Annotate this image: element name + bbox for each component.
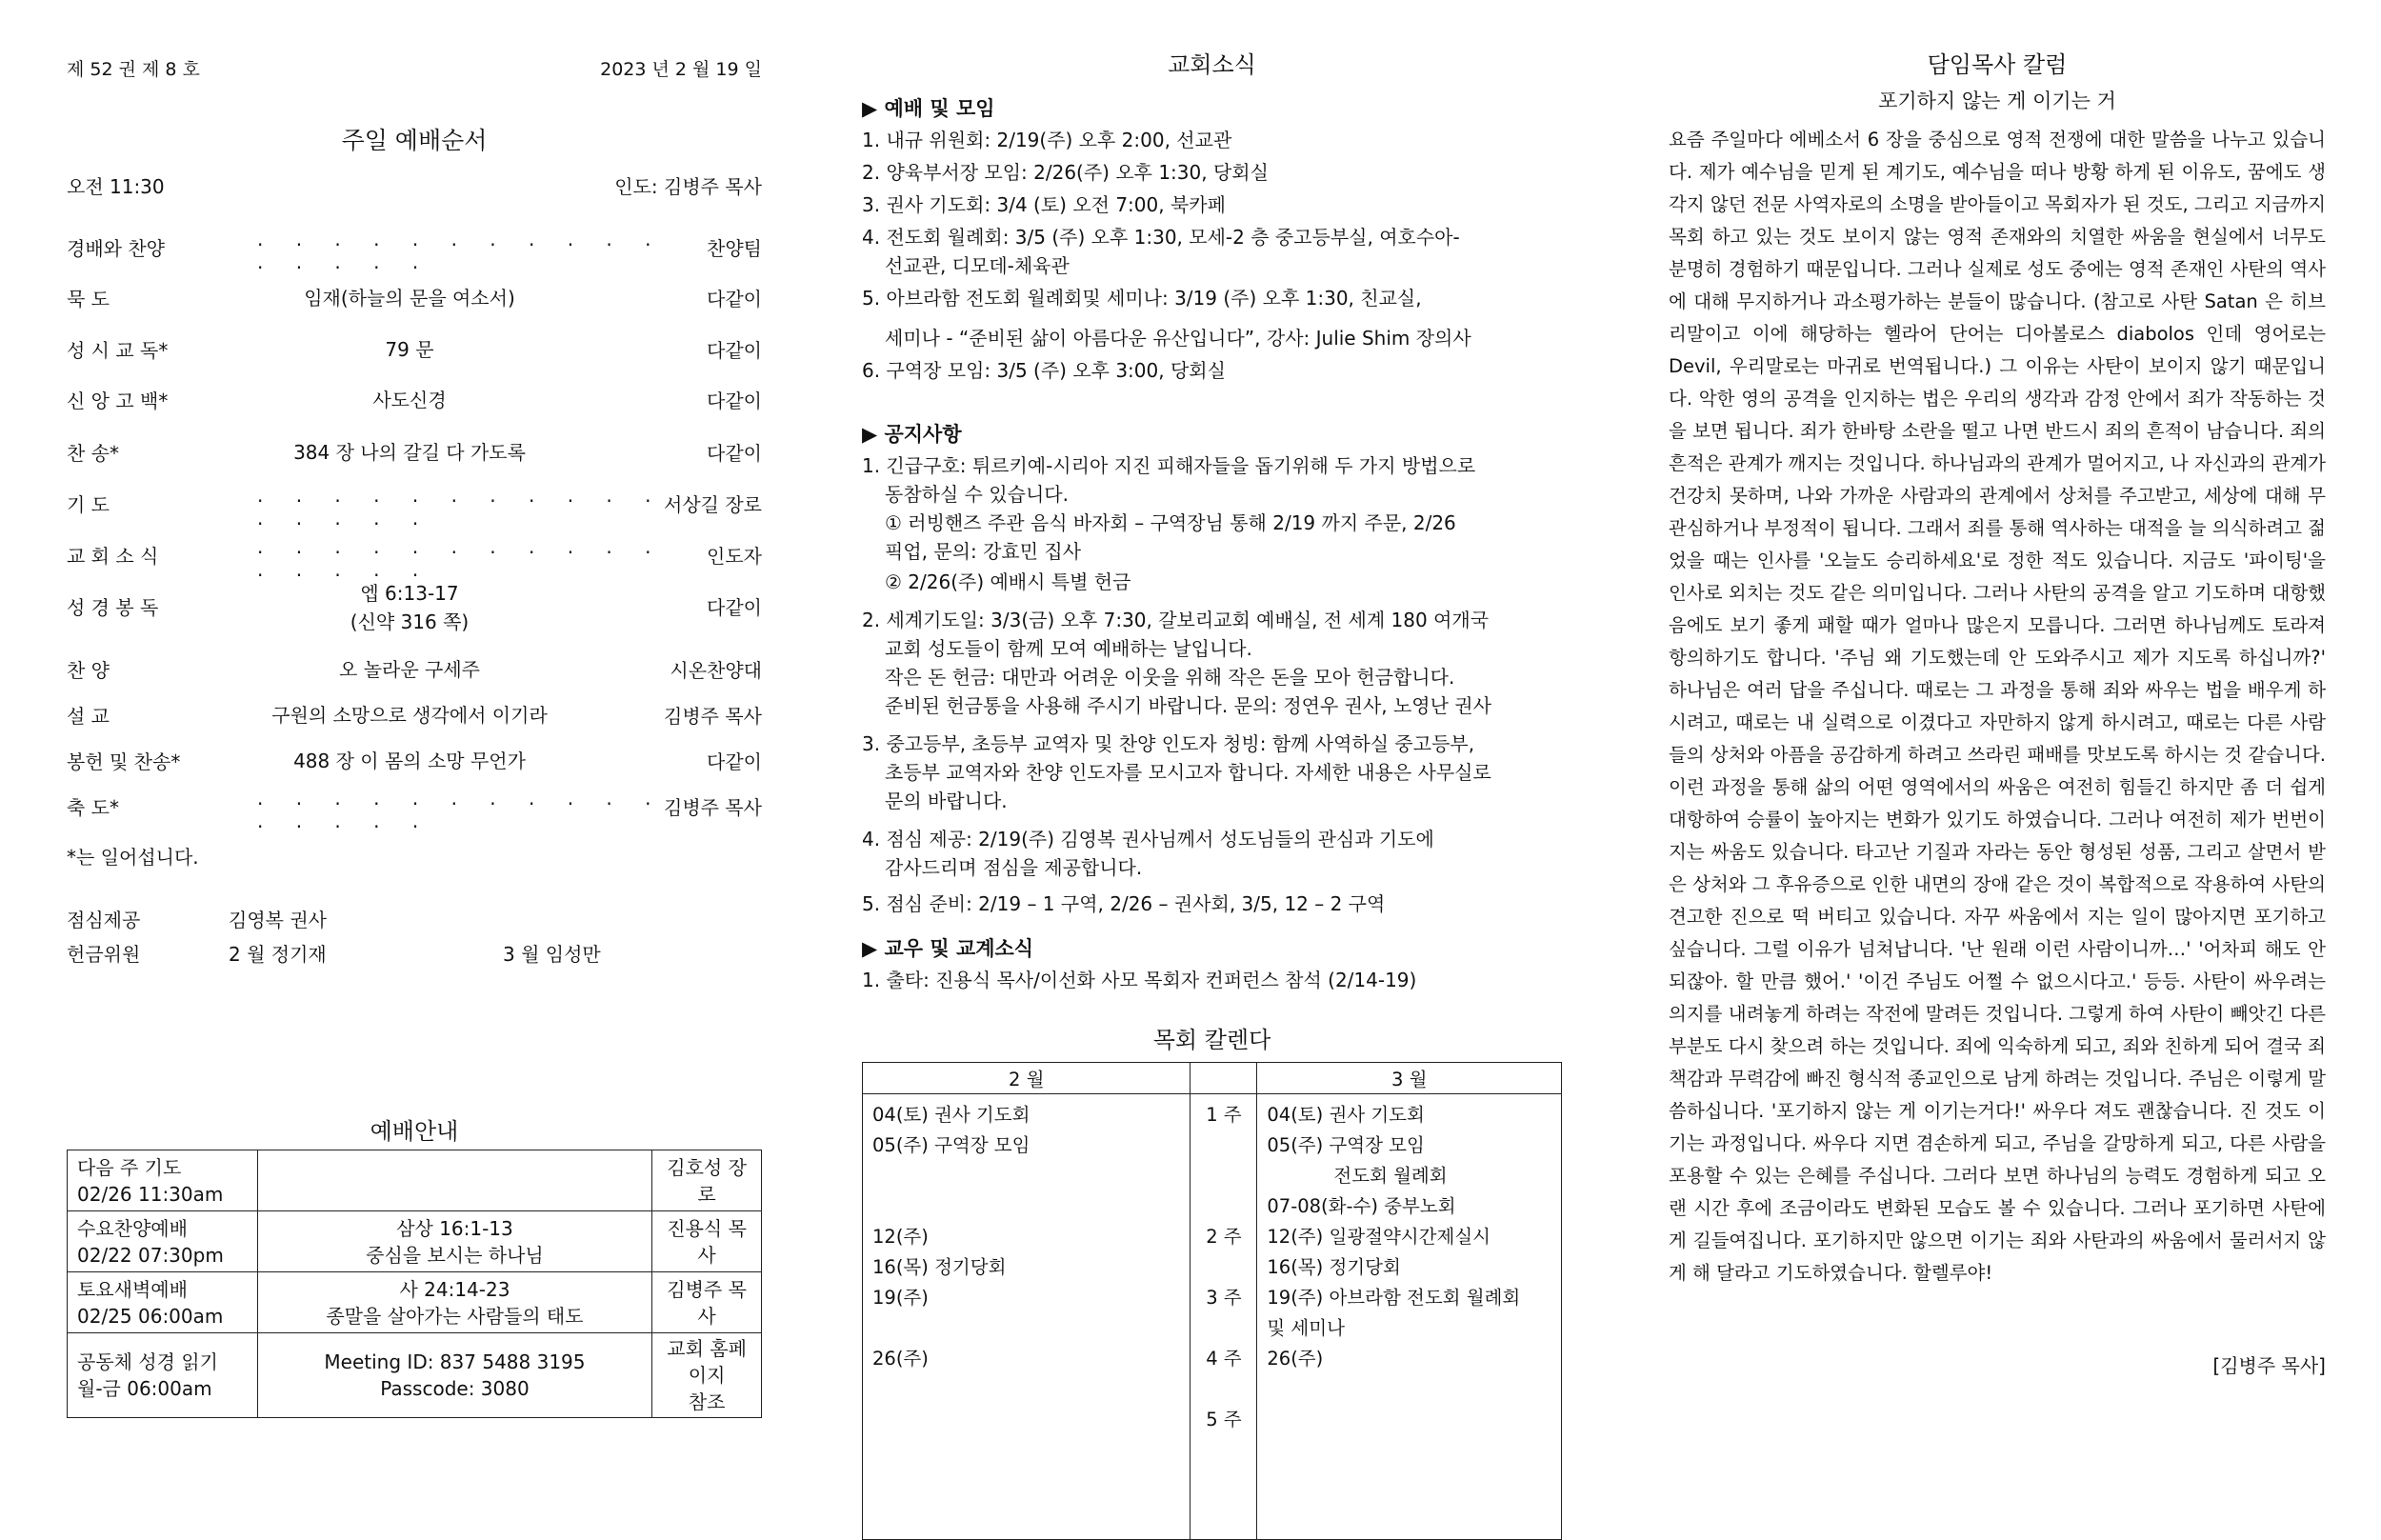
calendar-mar-cell: [1257, 1094, 1562, 1540]
order-content-line: 79 문: [385, 338, 434, 361]
calendar-feb-event: 19(주): [872, 1287, 929, 1309]
news-line: 4. 점심 제공: 2/19(주) 김영복 권사님께서 성도님들의 관심과 기도에: [862, 828, 1434, 850]
section-announcements: ▶ 공지사항: [862, 423, 962, 446]
guide-content2: 종말을 살아가는 사람들의 태도: [326, 1304, 584, 1328]
news-line: 3. 권사 기도회: 3/4 (토) 오전 7:00, 북카페: [862, 193, 1226, 216]
news-line: 작은 돈 헌금: 대만과 어려운 이웃을 위해 작은 돈을 모아 헌금합니다.: [885, 666, 1455, 689]
order-who: 서상길 장로: [664, 493, 762, 516]
order-dots: · · · · · · · · · · · · · · · ·: [257, 490, 665, 535]
section-worship-meetings: ▶ 예배 및 모임: [862, 97, 995, 120]
order-content: [238, 655, 581, 684]
order-label: 교 회 소 식: [67, 545, 159, 568]
guide-who: 김호성 장로: [667, 1155, 747, 1206]
order-who: 찬양팀: [707, 237, 762, 260]
calendar-feb-event: [872, 1313, 1180, 1344]
order-content: [238, 701, 581, 730]
news-line: 6. 구역장 모임: 3/5 (주) 오후 3:00, 당회실: [862, 359, 1226, 382]
order-label: 신 앙 고 백*: [67, 390, 169, 412]
worship-guide-title: 예배안내: [370, 1118, 459, 1145]
news-line: 1. 출타: 진용식 목사/이선화 사모 목회자 컨퍼런스 참석 (2/14-19): [862, 969, 1417, 991]
calendar-week-label: 1 주: [1206, 1104, 1242, 1126]
news-line: 2. 세계기도일: 3/3(금) 오후 7:30, 갈보리교회 예배실, 전 세계 180 여개국: [862, 609, 1490, 631]
order-content: [238, 579, 581, 636]
order-who: 다같이: [707, 750, 762, 773]
calendar-week-label: [1196, 1191, 1251, 1222]
order-who: 다같이: [707, 339, 762, 362]
order-label: 묵 도: [67, 288, 110, 310]
order-who: 다같이: [707, 390, 762, 412]
guide-who: 참조: [688, 1390, 726, 1413]
calendar-feb-event: 04(토) 권사 기도회: [872, 1104, 1030, 1126]
order-label: 봉헌 및 찬송*: [67, 750, 181, 773]
calendar-week-label: 2 주: [1206, 1226, 1242, 1248]
order-who: 시온찬양대: [670, 659, 762, 682]
calendar-mar-event: 07-08(화-수) 중부노회: [1267, 1195, 1456, 1217]
order-dots: · · · · · · · · · · · · · · · ·: [257, 541, 665, 587]
lunch-provider: 김영복 권사: [229, 909, 327, 931]
guide-when: 02/25 06:00am: [77, 1304, 224, 1328]
pastor-column-body: 요즘 주일마다 에베소서 6 장을 중심으로 영적 전쟁에 대한 말씀을 나누고 있습니다. 제가 예수님을 믿게 된 계기도, 예수님을 떠나 방황 하게 된 이유도, 꿈에도 생각지 않던 전문 사역자로의 소명을 받아들이고 목회자가 된 것도, 그리고 지금까지 목회 하고 있는 것도 보이지 않는 영적 존재와의 치열한 싸움을 현실에서 너무도 분명히 경험하기 때문입니다. 그러나 실제로 성도 중에는 영적 존재인 사탄의 역사에 대해 무지하거나 과소평가하는 분들이 많습니다. (참고로 사탄 Satan 은 히브리말이고 이에 해당하는 헬라어 단어는 디아볼로스 diabolos 인데 영어로는 Devil, 우리말로는 마귀로 번역됩니다.) 그 이유는 사탄이 보이지 않기 때문입니다. 악한 영의 공격을 인지하는 법은 우리의 생각과 감정 안에서 죄가 작동하는 것을 보면 됩니다. 죄가 한바탕 소란을 떨고 나면 반드시 죄의 흔적이 남습니다. 죄의 흔적은 관계가 깨지는 것입니다. 하나님과의 관계가 멀어지고, 나 자신과의 관계가 건강치 못하며, 나와 가까운 사람과의 관계에서 상처를 주고받고, 세상에 대해 무관심하거나 부정적이 됩니다. 그래서 죄를 통해 역사하는 대적을 늘 의식하려고 젊었을 때는 인사를 '오늘도 승리하세요'로 정한 적도 있습니다. 지금도 '파이팅'을 인사로 외치는 것도 같은 의미입니다. 그러나 사탄의 공격을 알고 기도하며 대항했음에도 보기 좋게 패할 때가 얼마나 많은지 모릅니다. 그러면 하나님께도 토라져 항의하기도 합니다. '주님 왜 기도했는데 안 도와주시고 제가 지도록 하십니까?' 하나님은 여러 답을 주십니다. 때로는 그 과정을 통해 죄와 싸우는 법을 배우게 하시려고, 때로는 내 실력으로 이겼다고 자만하지 않게 하시려고, 때로는 다른 사람들의 상처와 아픔을 공감하게 하려고 쓰라린 패배를 맛보도록 하시는 것 같습니다. 이런 과정을 통해 삶의 어떤 영역에서의 싸움은 여전히 힘들긴 하지만 좀 더 쉽게 대항하여 승률이 높아지는 변화가 있기도 하였습니다. 그러나 여전히 제가 번번이 지는 싸움도 있습니다. 타고난 기질과 자라는 동안 형성된 성품, 그리고 살면서 받은 상처와 그 후유증으로 인한 내면의 장애 같은 것이 복합적으로 작용하여 사탄의 견고한 진으로 떡 버티고 있습니다. 자꾸 싸움에서 지는 일이 많아지면 포기하고 싶습니다. 그럴 이유가 넘쳐납니다. '난 원래 이런 사람이니까…' '어차피 해도 안 되잖아. 할 만큼 했어.' '이건 주님도 어쩔 수 없으시다고.' 등등. 사탄이 싸우려는 의지를 내려놓게 하려는 작전에 말려든 것입니다. 그렇게 하여 사탄이 빼앗긴 다른 부분도 다시 찾으려 하는 것입니다. 죄에 익숙하게 되고, 죄와 친하게 되어 결국 죄책감과 무력감에 빠진 형식적 종교인으로 남게 하려는 것입니다. 주님은 이렇게 말씀하십니다. '포기하지 않는 게 이기는거다!' 싸우다 져도 괜찮습니다. 진 것도 이기는 과정입니다. 싸우다 지면 겸손하게 되고, 주님을 갈망하게 되고, 다른 사람을 포용할 수 있는 은혜를 주십니다. 그러다 보면 하나님의 능력도 경험하게 되고 오랜 시간 후에 조금이라도 변화된 모습도 볼 수 있습니다. 그러나 포기하면 사탄에게 길들여집니다. 포기하지만 않으면 이기는 죄와 사탄과의 싸움에서 물러서지 않게 해 달라고 기도하였습니다. 할렐루야!: [1669, 129, 2326, 1284]
calendar-mar-event: 12(주) 일광절약시간제실시: [1267, 1226, 1491, 1248]
worship-guide-table: [67, 1150, 762, 1418]
guide-name-cell: [68, 1333, 258, 1418]
guide-row: [68, 1333, 762, 1418]
calendar-mar-event: 04(토) 권사 기도회: [1267, 1104, 1425, 1126]
calendar-feb-event: [872, 1161, 1180, 1191]
guide-when: 02/22 07:30pm: [77, 1243, 224, 1267]
calendar-feb-event: [872, 1191, 1180, 1222]
calendar-week-label: [1196, 1313, 1251, 1344]
section-member-news: ▶ 교우 및 교계소식: [862, 937, 1034, 960]
guide-row: [68, 1272, 762, 1333]
news-line: 5. 아브라함 전도회 월례회및 세미나: 3/19 (주) 오후 1:30, 친교실,: [862, 287, 1422, 310]
calendar-mar-event: 26(주): [1267, 1348, 1324, 1370]
guide-row: [68, 1150, 762, 1211]
guide-content: 사 24:14-23: [399, 1277, 510, 1301]
news-line: 5. 점심 준비: 2/19 – 1 구역, 2/26 – 권사회, 3/5, 12 – 2 구역: [862, 892, 1386, 915]
order-content-line: 488 장 이 몸의 소망 무언가: [293, 750, 526, 772]
order-label: 기 도: [67, 493, 110, 516]
calendar-title: 목회 칼렌다: [1152, 1027, 1271, 1053]
issue-date: 2023 년 2 월 19 일: [600, 59, 762, 80]
guide-when: 월-금 06:00am: [77, 1377, 212, 1400]
guide-who-cell: [652, 1150, 762, 1211]
guide-name: 토요새벽예배: [77, 1277, 188, 1301]
order-who: 다같이: [707, 442, 762, 465]
order-dots: · · · · · · · · · · · · · · · ·: [257, 792, 665, 838]
order-content: [238, 386, 581, 414]
pastor-column-subtitle: 포기하지 않는 게 이기는 거: [1878, 90, 2116, 112]
calendar-mar-event: 19(주) 아브라함 전도회 월례회: [1267, 1287, 1521, 1309]
guide-who: 교회 홈페이지: [667, 1337, 747, 1387]
order-who: 인도자: [707, 545, 762, 568]
news-line: 동참하실 수 있습니다.: [885, 483, 1069, 506]
guide-content-cell: [257, 1333, 651, 1418]
order-content-line: 임재(하늘의 문을 여소서): [304, 287, 515, 310]
order-content: [238, 747, 581, 775]
calendar-head-mar: 3 월: [1257, 1063, 1562, 1094]
order-content: [238, 284, 581, 312]
guide-when: 02/26 11:30am: [77, 1182, 224, 1206]
order-content-line: 오 놀라운 구세주: [339, 658, 480, 681]
order-label: 찬 송*: [67, 442, 119, 465]
news-line: 1. 내규 위원회: 2/19(주) 오후 2:00, 선교관: [862, 129, 1232, 151]
guide-who-cell: [652, 1211, 762, 1272]
church-news-title: 교회소식: [1168, 51, 1256, 78]
calendar-week-label: [1196, 1252, 1251, 1283]
calendar-week-label: [1196, 1161, 1251, 1191]
standing-note: *는 일어섭니다.: [67, 846, 199, 869]
lunch-label: 점심제공: [67, 909, 141, 931]
guide-name: 공동체 성경 읽기: [77, 1350, 218, 1373]
calendar-head-week: [1190, 1063, 1257, 1094]
guide-name-cell: [68, 1272, 258, 1333]
news-line: 픽업, 문의: 강효민 집사: [885, 540, 1082, 563]
calendar-mar-event: 전도회 월례회: [1333, 1165, 1448, 1187]
news-line: 교회 성도들이 함께 모여 예배하는 날입니다.: [885, 637, 1252, 660]
order-who: 김병주 목사: [664, 705, 762, 728]
offering-feb: 2 월 정기재: [229, 943, 327, 966]
news-line: 4. 전도회 월례회: 3/5 (주) 오후 1:30, 모세-2 층 중고등부실, 여호수아-: [862, 226, 1460, 249]
pastor-signature: [김병주 목사]: [2212, 1354, 2326, 1377]
order-content: [238, 438, 581, 467]
order-content-line: (신약 316 쪽): [350, 610, 470, 633]
news-line: 3. 중고등부, 초등부 교역자 및 찬양 인도자 청빙: 함께 사역하실 중고등부,: [862, 732, 1475, 755]
guide-who: 진용식 목사: [667, 1216, 747, 1267]
calendar-week-cell: [1190, 1094, 1257, 1540]
guide-name: 다음 주 기도: [77, 1155, 182, 1179]
news-line: ① 러빙핸즈 주관 음식 바자회 – 구역장님 통해 2/19 까지 주문, 2/26: [885, 511, 1456, 534]
order-label: 성 시 교 독*: [67, 339, 169, 362]
guide-name-cell: [68, 1211, 258, 1272]
order-label: 설 교: [67, 705, 110, 728]
order-label: 경배와 찬양: [67, 237, 165, 260]
calendar-week-label: 3 주: [1206, 1287, 1242, 1309]
order-content-line: 사도신경: [372, 389, 447, 411]
guide-content: 삼상 16:1-13: [396, 1216, 513, 1240]
news-line: 문의 바랍니다.: [885, 790, 1008, 812]
calendar-mar-event: [1267, 1405, 1551, 1435]
guide-who-cell: [652, 1333, 762, 1418]
calendar-week-label: [1196, 1130, 1251, 1161]
order-who: 김병주 목사: [664, 796, 762, 819]
guide-content: Meeting ID: 837 5488 3195: [324, 1350, 586, 1373]
guide-content2: Passcode: 3080: [380, 1377, 530, 1400]
calendar-week-label: 5 주: [1206, 1409, 1242, 1430]
order-label: 찬 양: [67, 659, 110, 682]
offering-label: 헌금위원: [67, 943, 141, 966]
order-dots: · · · · · · · · · · · · · · · ·: [257, 233, 665, 279]
news-line: 선교관, 디모데-체육관: [885, 254, 1070, 277]
guide-name: 수요찬양예배: [77, 1216, 188, 1240]
news-line: 세미나 - “준비된 삶이 아름다운 유산입니다”, 강사: Julie Shim 장의사: [885, 327, 1471, 350]
calendar-feb-event: 12(주): [872, 1226, 929, 1248]
news-line: ② 2/26(주) 예배시 특별 헌금: [885, 570, 1131, 593]
guide-content2: 중심을 보시는 하나님: [366, 1243, 544, 1267]
guide-content-cell: [257, 1272, 651, 1333]
calendar-feb-cell: [863, 1094, 1190, 1540]
pastoral-calendar-table: [862, 1062, 1562, 1540]
guide-content-cell: [257, 1150, 651, 1211]
news-line: 2. 양육부서장 모임: 2/26(주) 오후 1:30, 당회실: [862, 161, 1269, 184]
calendar-feb-event: [872, 1374, 1180, 1405]
calendar-week-label: 4 주: [1206, 1348, 1242, 1370]
calendar-week-label: [1196, 1374, 1251, 1405]
order-who: 다같이: [707, 596, 762, 619]
guide-who-cell: [652, 1272, 762, 1333]
order-content-line: 384 장 나의 갈길 다 가도록: [293, 441, 526, 464]
calendar-feb-event: 16(목) 정기당회: [872, 1256, 1007, 1278]
calendar-mar-event: 05(주) 구역장 모임: [1267, 1134, 1425, 1156]
news-line: 1. 긴급구호: 튀르키예-시리아 지진 피해자들을 돕기위해 두 가지 방법으로: [862, 454, 1476, 477]
calendar-mar-event: [1267, 1374, 1551, 1405]
order-content-line: 엡 6:13-17: [360, 582, 459, 605]
issue-number: 제 52 권 제 8 호: [67, 59, 200, 80]
calendar-feb-event: [872, 1405, 1180, 1435]
order-label: 축 도*: [67, 796, 119, 819]
calendar-feb-event: 05(주) 구역장 모임: [872, 1134, 1030, 1156]
news-line: 초등부 교역자와 찬양 인도자를 모시고자 합니다. 자세한 내용은 사무실로: [885, 761, 1491, 784]
offering-mar: 3 월 임성만: [503, 943, 601, 966]
news-line: 감사드리며 점심을 제공합니다.: [885, 856, 1143, 879]
service-time: 오전 11:30: [67, 175, 165, 198]
guide-name-cell: [68, 1150, 258, 1211]
order-content-line: 구원의 소망으로 생각에서 이기라: [271, 704, 548, 727]
guide-who: 김병주 목사: [667, 1277, 747, 1328]
guide-content-cell: [257, 1211, 651, 1272]
order-label: 성 경 봉 독: [67, 596, 159, 619]
service-leader: 인도: 김병주 목사: [614, 175, 762, 198]
calendar-mar-event: 및 세미나: [1267, 1317, 1345, 1339]
guide-row: [68, 1211, 762, 1272]
order-content: [238, 335, 581, 364]
order-who: 다같이: [707, 288, 762, 310]
calendar-feb-event: 26(주): [872, 1348, 929, 1370]
pastor-column-title: 담임목사 칼럼: [1927, 51, 2068, 78]
worship-order-title: 주일 예배순서: [341, 127, 488, 154]
calendar-mar-event: 16(목) 정기당회: [1267, 1256, 1401, 1278]
news-line: 준비된 헌금통을 사용해 주시기 바랍니다. 문의: 정연우 권사, 노영난 권사: [885, 694, 1491, 717]
calendar-head-feb: 2 월: [863, 1063, 1190, 1094]
